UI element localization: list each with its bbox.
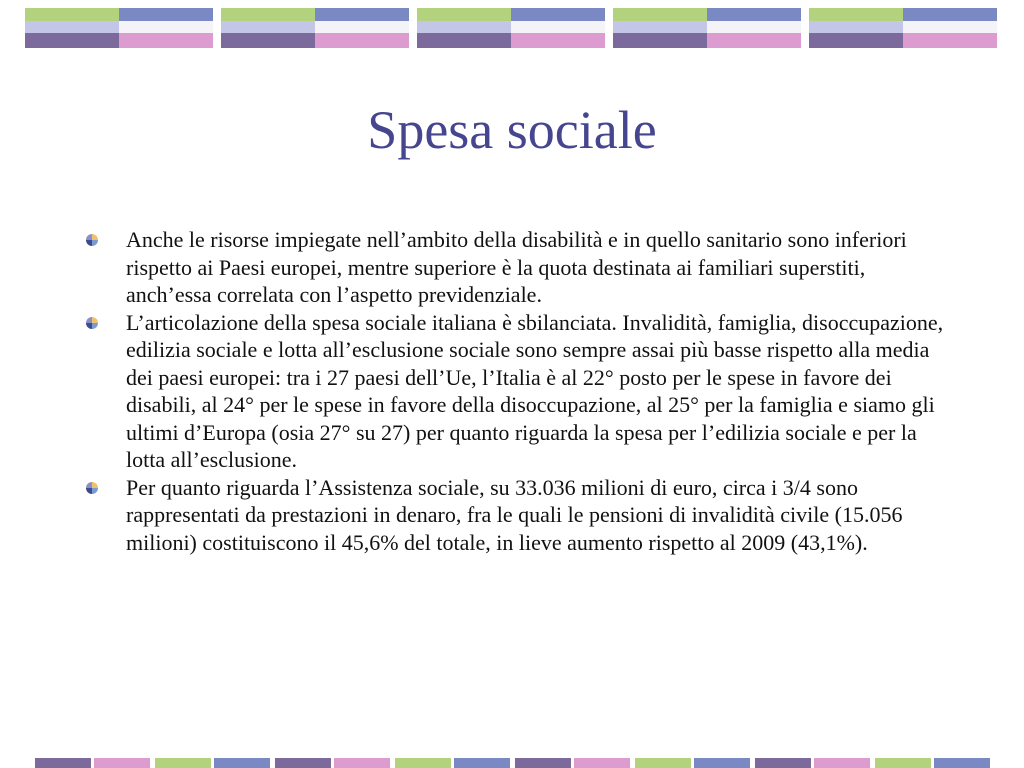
band-segment [94,758,150,768]
band-segment [934,758,990,768]
band-segment [35,758,91,768]
quartered-sphere-bullet-icon [86,234,98,246]
band-segment [515,758,571,768]
bullet-item [86,309,946,474]
quartered-sphere-bullet-icon [86,482,98,494]
bullet-text: Anche le risorse impiegate nell’ambito della disabilità e in quello sanitario sono inferiori rispetto ai Paesi europei, mentre superiore è la quota destinata ai familiari superstiti, anch’essa correlata con l’aspetto previdenziale. [126,227,907,307]
bullet-list [86,226,946,556]
band-segment [334,758,390,768]
band-segment [694,758,750,768]
band-tile [613,8,801,48]
band-tile [221,8,409,48]
band-segment [395,758,451,768]
top-decorative-band [25,8,1000,48]
slide-title: Spesa sociale [367,100,657,160]
bullet-item [86,226,946,309]
band-segment [875,758,931,768]
band-segment [574,758,630,768]
band-tile [417,8,605,48]
band-segment [155,758,211,768]
band-tile [809,8,997,48]
bullet-text: L’articolazione della spesa sociale italiana è sbilanciata. Invalidità, famiglia, disoccupazione, edilizia sociale e lotta all’esclusione sociale sono sempre assai più basse rispetto alla media dei paesi europei: tra i 27 paesi dell’Ue, l’Italia è al 22° posto per le spese in favore dei disabili, al 24° per le spese in favore della disoccupazione, al 25° per la famiglia e siamo gli ultimi d’Europa (osia 27° su 27) per quanto riguarda la spesa per l’edilizia sociale e per la lotta all’esclusione. [126,309,944,472]
bullet-item [86,474,946,557]
band-segment [755,758,811,768]
band-segment [214,758,270,768]
band-segment [275,758,331,768]
bottom-decorative-band [35,758,1015,768]
band-segment [635,758,691,768]
band-segment [814,758,870,768]
quartered-sphere-bullet-icon [86,317,98,329]
band-segment [454,758,510,768]
bullet-text: Per quanto riguarda l’Assistenza sociale, su 33.036 milioni di euro, circa i 3/4 sono rappresentati da prestazioni in denaro, fra le quali le pensioni di invalidità civile (15.056 milioni) costituiscono il 45,6% del totale, in lieve aumento rispetto al 2009 (43,1%). [126,474,903,555]
band-tile [25,8,213,48]
